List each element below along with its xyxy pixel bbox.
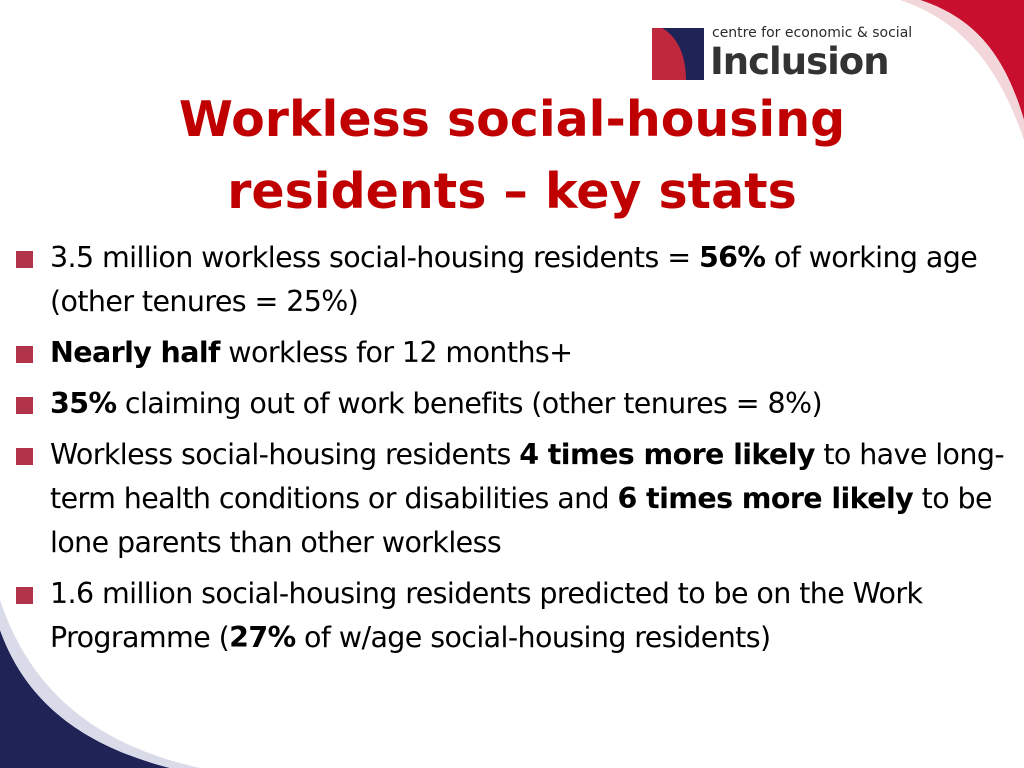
bullet-item-3 xyxy=(14,382,1018,426)
logo-big-text: Inclusion xyxy=(710,40,889,83)
square-bullet-icon xyxy=(16,397,33,414)
bullet-item-1 xyxy=(14,236,1018,324)
bullet-item-5 xyxy=(14,572,1018,660)
bullet-3-bold-1: 35% xyxy=(50,387,117,420)
bullet-5-bold-1: 27% xyxy=(229,621,296,654)
cesi-logo-mark-icon xyxy=(652,28,704,80)
bullet-1-text-1: 3.5 million workless social-housing residents = xyxy=(50,241,699,274)
slide-title xyxy=(100,84,924,228)
bullet-4-text-2: to have long-term health conditions or disabilities and xyxy=(50,438,1005,515)
slide-title-line-2: residents – key stats xyxy=(227,163,797,220)
square-bullet-icon xyxy=(16,587,33,604)
bullet-2-text-1: workless for 12 months+ xyxy=(219,336,573,369)
square-bullet-icon xyxy=(16,346,33,363)
slide-title-line-1: Workless social-housing xyxy=(178,91,846,148)
bullet-5-text-2: of w/age social-housing residents) xyxy=(295,621,771,654)
bullet-1-bold-1: 56% xyxy=(698,241,766,274)
bullet-item-2 xyxy=(14,331,1018,375)
top-right-red-swoosh xyxy=(920,0,1024,120)
bullet-4-bold-1: 4 times more likely xyxy=(519,438,815,471)
cesi-logo xyxy=(652,22,913,84)
bullet-3-text-1: claiming out of work benefits (other tenures = 8%) xyxy=(116,387,823,420)
bullet-list xyxy=(14,236,1018,667)
bullet-4-bold-2: 6 times more likely xyxy=(617,482,914,515)
bullet-item-4 xyxy=(14,433,1018,565)
square-bullet-icon xyxy=(16,251,33,268)
logo-small-text: centre for economic & social xyxy=(712,25,913,41)
bullet-2-bold-1: Nearly half xyxy=(50,336,220,369)
bullet-1-text-2: of working age (other tenures = 25%) xyxy=(50,241,978,318)
square-bullet-icon xyxy=(16,448,33,465)
bullet-5-text-1: 1.6 million social-housing residents predicted to be on the Work Programme ( xyxy=(50,577,923,654)
bullet-4-text-1: Workless social-housing residents xyxy=(50,438,520,471)
bullet-4-text-3: to be lone parents than other workless xyxy=(50,482,992,559)
